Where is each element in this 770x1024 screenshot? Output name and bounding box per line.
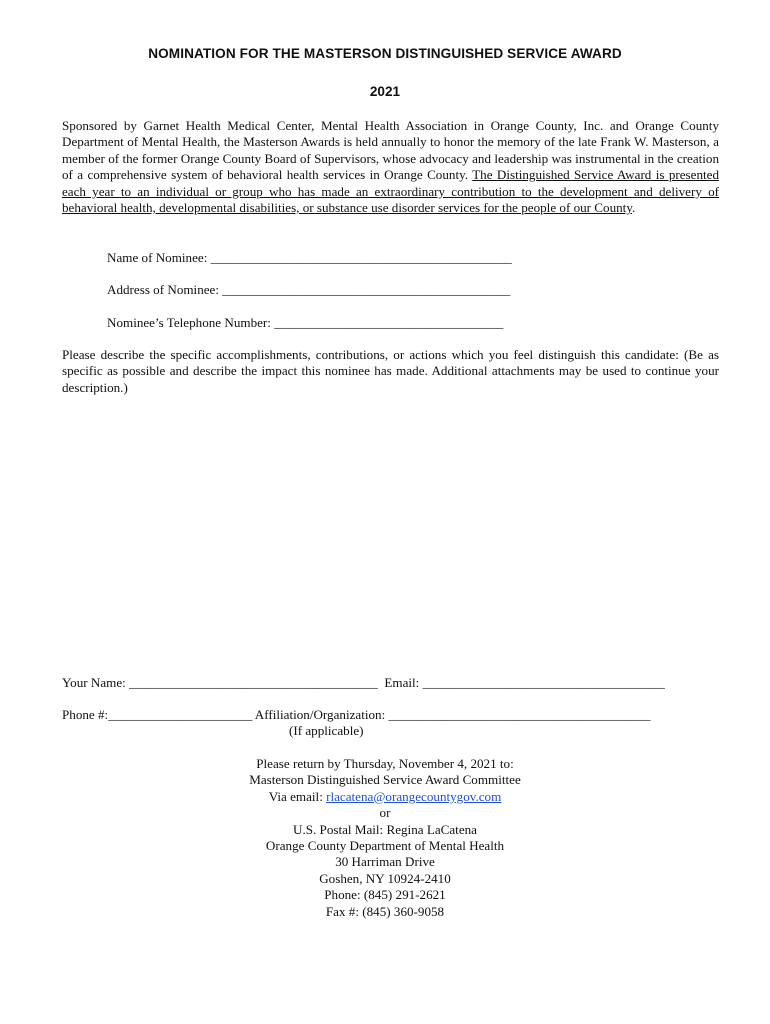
- nominee-address-field[interactable]: [107, 282, 510, 298]
- affiliation-label: Affiliation/Organization:: [252, 707, 389, 722]
- return-instructions: [0, 756, 770, 920]
- email-blank[interactable]: _____________________________________: [422, 675, 665, 690]
- nominee-phone-blank[interactable]: ___________________________________: [274, 315, 504, 330]
- return-department: Orange County Department of Mental Health: [265, 838, 505, 854]
- return-email-prefix: Via email:: [268, 788, 327, 804]
- nominee-phone-field[interactable]: [107, 315, 503, 331]
- return-street: 30 Harriman Drive: [335, 854, 435, 870]
- form-title: NOMINATION FOR THE MASTERSON DISTINGUISHED SERVICE AWARD: [148, 46, 622, 61]
- return-committee: Masterson Distinguished Service Award Committee: [249, 772, 521, 788]
- form-year: 2021: [369, 84, 401, 99]
- intro-text: Sponsored by Garnet Health Medical Center, Mental Health Association in Orange County, Inc. and Orange County Department of Mental Health, the Masterson Awards is held annually to honor the memory of the late Frank W. Masterson, a member of the former Orange County Board of Supervisors, whose advocacy and leadership was instrumental in the creation of a comprehensive system of behavioral health services in Orange County.: [62, 118, 719, 183]
- intro-underlined-text: The Distinguished Service Award is presented each year to an individual or group who has made an extraordinary contribution to the development and delivery of behavioral health, developmental disabilities, or substance use disorder services for the people of our County: [62, 167, 719, 216]
- return-city: Goshen, NY 10924-2410: [319, 870, 451, 886]
- intro-end: .: [632, 200, 636, 216]
- nominee-phone-label: Nominee’s Telephone Number:: [107, 315, 275, 330]
- nominee-name-blank[interactable]: ______________________________________________: [210, 250, 512, 265]
- return-email-link[interactable]: rlacatena@orangecountygov.com: [326, 788, 502, 804]
- nominee-name-label: Name of Nominee:: [107, 250, 211, 265]
- phone-blank[interactable]: ______________________: [108, 707, 253, 722]
- return-postal: U.S. Postal Mail: Regina LaCatena: [292, 821, 477, 837]
- intro-paragraph: [62, 118, 719, 216]
- description-prompt: Please describe the specific accomplishments, contributions, or actions which you feel distinguish this candidate: (Be as specific as possible and describe the impact this nominee has made. Additional attachments may be used to continue your description.): [62, 347, 719, 395]
- your-name-blank[interactable]: ______________________________________: [129, 675, 378, 690]
- submitter-name-email-row: [62, 675, 665, 691]
- your-name-label: Your Name:: [62, 675, 130, 690]
- nominee-name-field[interactable]: [107, 250, 512, 266]
- return-fax: Fax #: (845) 360-9058: [325, 903, 445, 919]
- phone-label: Phone #:: [62, 707, 109, 722]
- submitter-phone-affiliation-row: [62, 707, 650, 723]
- affiliation-blank[interactable]: ________________________________________: [388, 707, 651, 722]
- nominee-address-blank[interactable]: ____________________________________________: [222, 282, 511, 297]
- email-label: Email:: [384, 675, 423, 690]
- return-deadline: Please return by Thursday, November 4, 2021 to:: [256, 756, 514, 771]
- return-or: or: [379, 805, 391, 821]
- return-phone: Phone: (845) 291-2621: [324, 887, 446, 903]
- if-applicable-note: (If applicable): [289, 723, 364, 738]
- nominee-address-label: Address of Nominee:: [107, 282, 223, 297]
- return-email-line: [0, 789, 770, 805]
